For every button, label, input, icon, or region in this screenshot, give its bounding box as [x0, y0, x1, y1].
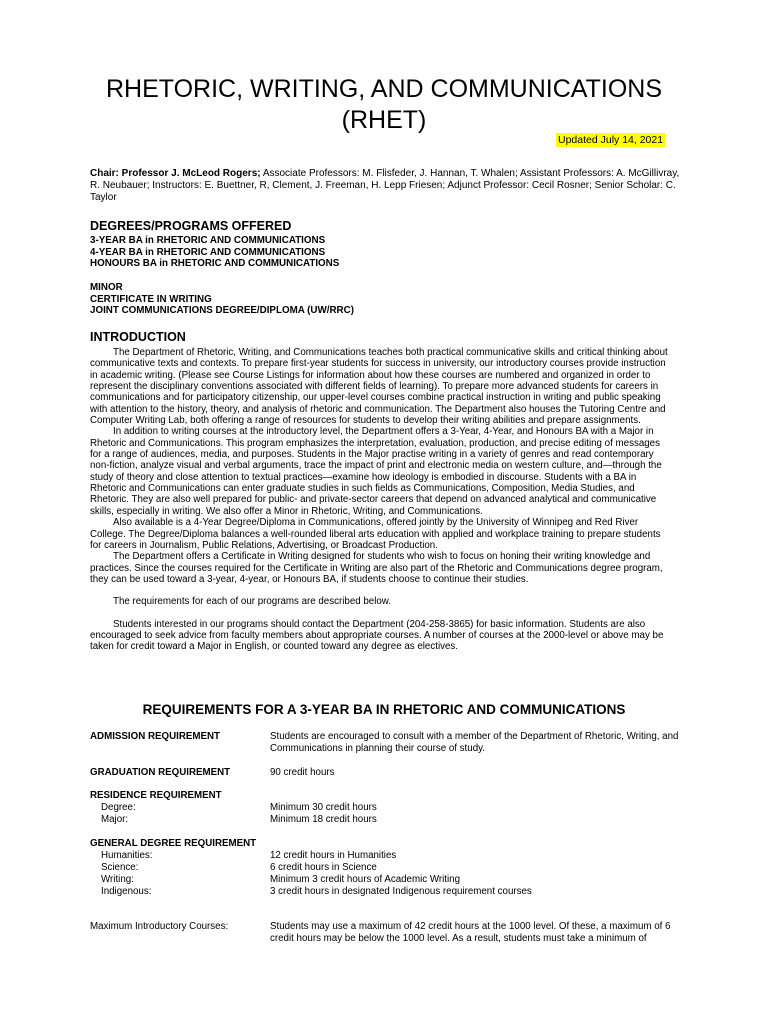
program-item: CERTIFICATE IN WRITING — [90, 293, 212, 305]
general-item-label: Science: — [101, 862, 139, 873]
max-intro-label: Maximum Introductory Courses: — [90, 921, 229, 932]
title-line-1: RHETORIC, WRITING, AND COMMUNICATIONS — [105, 75, 663, 103]
admission-value: Students are encouraged to consult with a member of the Department of Rhetoric, Writing, and Communications in planning their course of study. — [270, 731, 679, 754]
intro-paragraph: In addition to writing courses at the introductory level, the Department offers a 3-Year, 4-Year, and Honours BA with a Major in Rhetoric and Communications. This program emphasizes the interpretation, evaluation, production, and precise editing of messages for a range of audiences, media, and purposes. Students in the Major practise writing in a variety of genres and read contemporary non-fiction, analyze visual and verbal arguments, trace the impact of print and electronic media on western culture, and—through the study of theory and close attention to textual practices—examine how ideology is embodied in discourse. Students with a BA in Rhetoric and Communications can enter graduate studies in such fields as Communications, Composition, Media Studies, and Rhetoric. They are also well prepared for public- and private-sector careers that depend on advanced analytical and communicative skills, especially in writing. We also offer a Minor in Rhetoric, Writing, and Communications. — [90, 426, 662, 517]
intro-paragraph: The Department offers a Certificate in Writing designed for students who wish to focus on honing their writing knowledge and practices. Since the courses required for the Certificate in Writing are also part of the Rhetoric and Communications degree program, they can be used toward a 3-year, 4-year, or Honours BA, if students choose to continue their studies. — [90, 551, 663, 585]
general-item-label: Writing: — [101, 874, 134, 885]
degrees-list — [90, 235, 339, 270]
degree-item: 4-YEAR BA in RHETORIC AND COMMUNICATIONS — [90, 246, 326, 258]
residence-degree-label: Degree: — [101, 802, 136, 813]
residence-label: RESIDENCE REQUIREMENT — [90, 790, 222, 801]
general-item-label: Indigenous: — [101, 886, 152, 897]
graduation-value: 90 credit hours — [270, 767, 335, 778]
intro-paragraph: Students interested in our programs should contact the Department (204-258-3865) for basic information. Students are also encouraged to seek advice from faculty members about appropriate courses. A number of courses at the 2000-level or above may be taken for credit toward a Major in English, or counted toward any degree as electives. — [90, 618, 664, 653]
graduation-label: GRADUATION REQUIREMENT — [90, 767, 231, 778]
residence-major-label: Major: — [101, 814, 129, 825]
admission-label: ADMISSION REQUIREMENT — [90, 731, 221, 742]
faculty-others: Associate Professors: M. Flisfeder, J. Hannan, T. Whalen; Assistant Professors: A. McGillivray, R. Neubauer; Instructors: E. Buettner, R, Clement, J. Freeman, H. Lepp Friesen; Adjunct Professor: Cecil Rosner; Senior Scholar: C. Taylor — [90, 168, 680, 203]
general-item-value: 12 credit hours in Humanities — [270, 850, 397, 861]
intro-paragraph: The Department of Rhetoric, Writing, and Communications teaches both practical communicative skills and critical thinking about communicative texts and contexts. To prepare first-year students for success in university, our introductory courses provide instruction in academic writing. (Please see Course Listings for information about how these courses are numbered and organized in order to represent the disciplinary conventions associated with different fields of learning). To prepare more advanced students for careers in communications and for participatory citizenship, our upper-level courses combine practical instruction in writing and public speaking with attention to the history, theory, and analysis of rhetoric and communication. The Department also houses the Tutoring Centre and Computer Writing Lab, both offering a range of resources for students to develop their writing abilities and prepare assignments. — [90, 347, 668, 427]
degree-item: HONOURS BA in RHETORIC AND COMMUNICATIONS — [90, 258, 340, 269]
introduction-body — [90, 347, 674, 653]
intro-paragraph: Also available is a 4-Year Degree/Diploma in Communications, offered jointly by the University of Winnipeg and Red River College. The Degree/Diploma balances a well-rounded liberal arts education with applied and workplace training to prepare students for careers in Journalism, Public Relations, Advertising, or Broadcast Production. — [90, 517, 661, 551]
general-item-label: Humanities: — [101, 850, 153, 861]
other-programs-list — [90, 282, 354, 317]
program-item: MINOR — [90, 282, 123, 293]
updated-date-highlight: Updated July 14, 2021 — [558, 134, 664, 146]
residence-major-value: Minimum 18 credit hours — [270, 814, 377, 825]
general-item-value: Minimum 3 credit hours of Academic Writing — [270, 874, 461, 885]
degrees-heading: DEGREES/PROGRAMS OFFERED — [90, 219, 292, 233]
title-line-2: (RHET) — [341, 106, 427, 134]
page-title — [0, 74, 768, 136]
max-intro-value: Students may use a maximum of 42 credit hours at the 1000 level. Of these, a maximum of 6 credit hours may be below the 1000 level. As a result, students must take a minimum of — [270, 921, 671, 944]
requirements-heading: REQUIREMENTS FOR A 3-YEAR BA IN RHETORIC AND COMMUNICATIONS — [142, 702, 626, 717]
general-label: GENERAL DEGREE REQUIREMENT — [90, 838, 257, 849]
intro-paragraph: The requirements for each of our programs are described below. — [113, 596, 392, 608]
residence-degree-value: Minimum 30 credit hours — [270, 802, 377, 813]
general-item-value: 3 credit hours in designated Indigenous requirement courses — [270, 886, 532, 897]
general-item-value: 6 credit hours in Science — [270, 862, 377, 873]
program-item: JOINT COMMUNICATIONS DEGREE/DIPLOMA (UW/RRC) — [90, 305, 354, 316]
chair-name: Chair: Professor J. McLeod Rogers; — [90, 168, 261, 179]
introduction-heading: INTRODUCTION — [90, 330, 186, 344]
faculty-list — [90, 168, 680, 204]
degree-item: 3-YEAR BA in RHETORIC AND COMMUNICATIONS — [90, 235, 326, 246]
